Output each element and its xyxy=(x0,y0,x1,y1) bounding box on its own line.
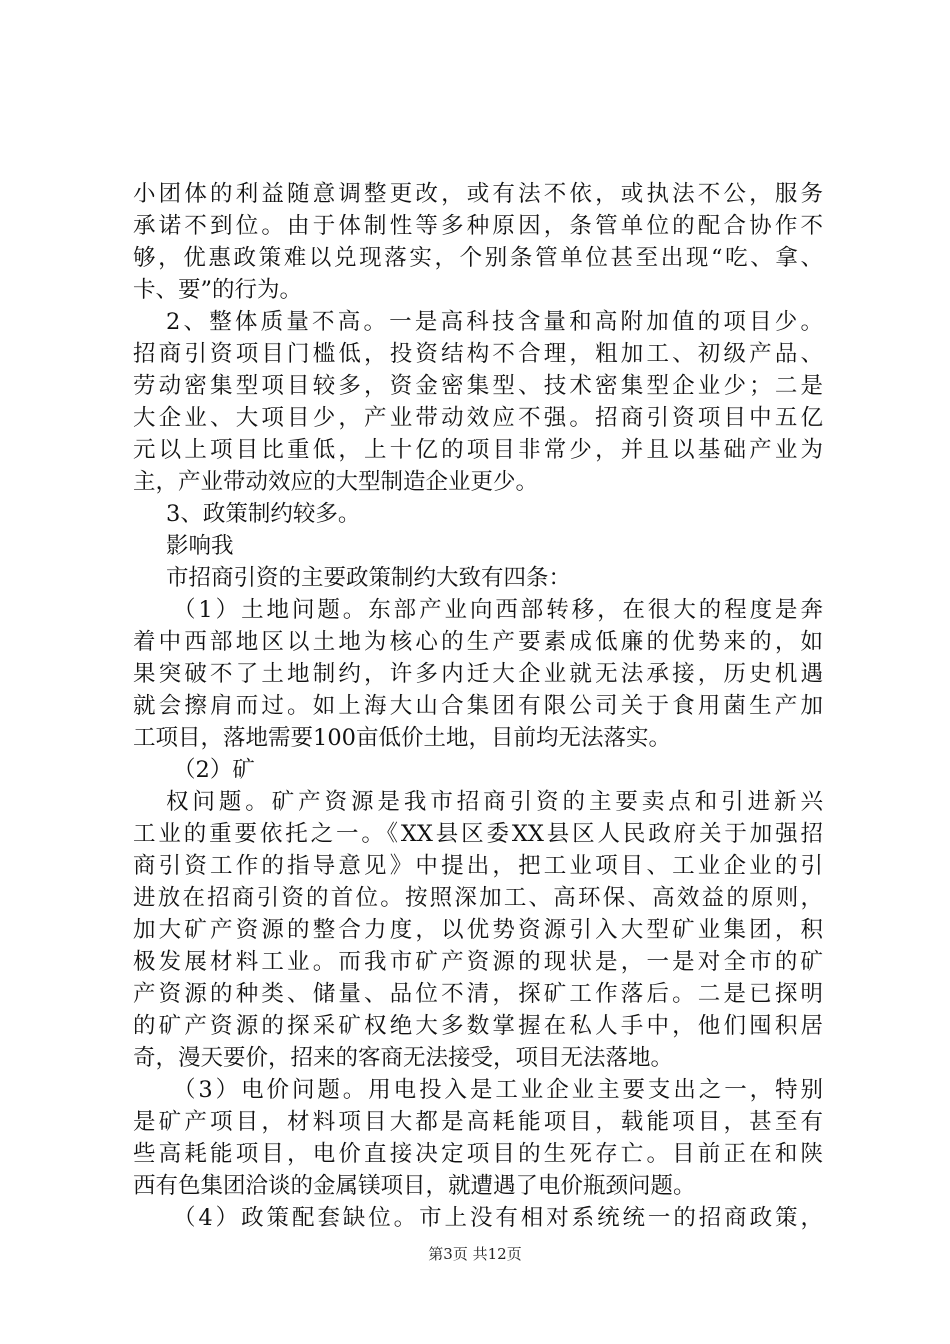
text-line: 商引资工作的指导意见》中提出，把工业项目、工业企业的引 xyxy=(133,853,823,879)
text-line: 极发展材料工业。而我市矿产资源的现状是，一是对全市的矿 xyxy=(133,949,823,975)
text-line: 奇，漫天要价，招来的客商无法接受，项目无法落地。 xyxy=(133,1045,674,1071)
text-line: （4）政策配套缺位。市上没有相对系统统一的招商政策， xyxy=(173,1205,823,1231)
text-line: 小团体的利益随意调整更改，或有法不依，或执法不公，服务 xyxy=(133,181,823,207)
text-line: 进放在招商引资的首位。按照深加工、高环保、高效益的原则， xyxy=(133,885,823,911)
text-line: 影响我 xyxy=(166,533,234,559)
text-line: 是矿产项目，材料项目大都是高耗能项目，载能项目，甚至有 xyxy=(133,1109,823,1135)
page-number: 第3页 共12页 xyxy=(428,1245,522,1263)
text-line: 西有色集团洽谈的金属镁项目，就遭遇了电价瓶颈问题。 xyxy=(133,1173,696,1199)
text-line: 工项目，落地需要100亩低价土地，目前均无法落实。 xyxy=(133,725,671,751)
text-line: 些高耗能项目，电价直接决定项目的生死存亡。目前正在和陕 xyxy=(133,1141,823,1167)
text-line: 够，优惠政策难以兑现落实，个别条管单位甚至出现“吃、拿、 xyxy=(133,245,823,271)
text-line: 的矿产资源的探采矿权绝大多数掌握在私人手中，他们囤积居 xyxy=(133,1013,823,1039)
text-line: 就会擦肩而过。如上海大山合集团有限公司关于食用菌生产加 xyxy=(133,693,823,719)
text-line: 元以上项目比重低，上十亿的项目非常少，并且以基础产业为 xyxy=(133,437,823,463)
text-line: 市招商引资的主要政策制约大致有四条： xyxy=(166,565,572,591)
text-line: 加大矿产资源的整合力度，以优势资源引入大型矿业集团，积 xyxy=(133,917,823,943)
text-line: 卡、要”的行为。 xyxy=(133,277,303,303)
text-line: 大企业、大项目少，产业带动效应不强。招商引资项目中五亿 xyxy=(133,405,823,431)
text-line: （2）矿 xyxy=(173,757,255,783)
paragraph-heading: 2、整体质量不高。一是高科技含量和高附加值的项目少。 xyxy=(166,309,823,335)
text-line: 承诺不到位。由于体制性等多种原因，条管单位的配合协作不 xyxy=(133,213,823,239)
text-line: 产资源的种类、储量、品位不清，探矿工作落后。二是已探明 xyxy=(133,981,823,1007)
text-line: 着中西部地区以土地为核心的生产要素成低廉的优势来的，如 xyxy=(133,629,823,655)
text-line: 劳动密集型项目较多，资金密集型、技术密集型企业少；二是 xyxy=(133,373,823,399)
text-line: 主，产业带动效应的大型制造企业更少。 xyxy=(133,469,539,495)
text-line: 果突破不了土地制约，许多内迁大企业就无法承接，历史机遇 xyxy=(133,661,823,687)
paragraph-heading: 3、政策制约较多。 xyxy=(166,501,361,527)
text-line: 工业的重要依托之一。《XX县区委XX县区人民政府关于加强招 xyxy=(133,821,823,847)
body-text xyxy=(133,178,823,1234)
text-line: （3）电价问题。用电投入是工业企业主要支出之一，特别 xyxy=(173,1077,823,1103)
text-line: 招商引资项目门槛低，投资结构不合理，粗加工、初级产品、 xyxy=(133,341,823,367)
text-line: （1）土地问题。东部产业向西部转移，在很大的程度是奔 xyxy=(173,597,823,623)
text-line: 权问题。矿产资源是我市招商引资的主要卖点和引进新兴 xyxy=(166,789,823,815)
